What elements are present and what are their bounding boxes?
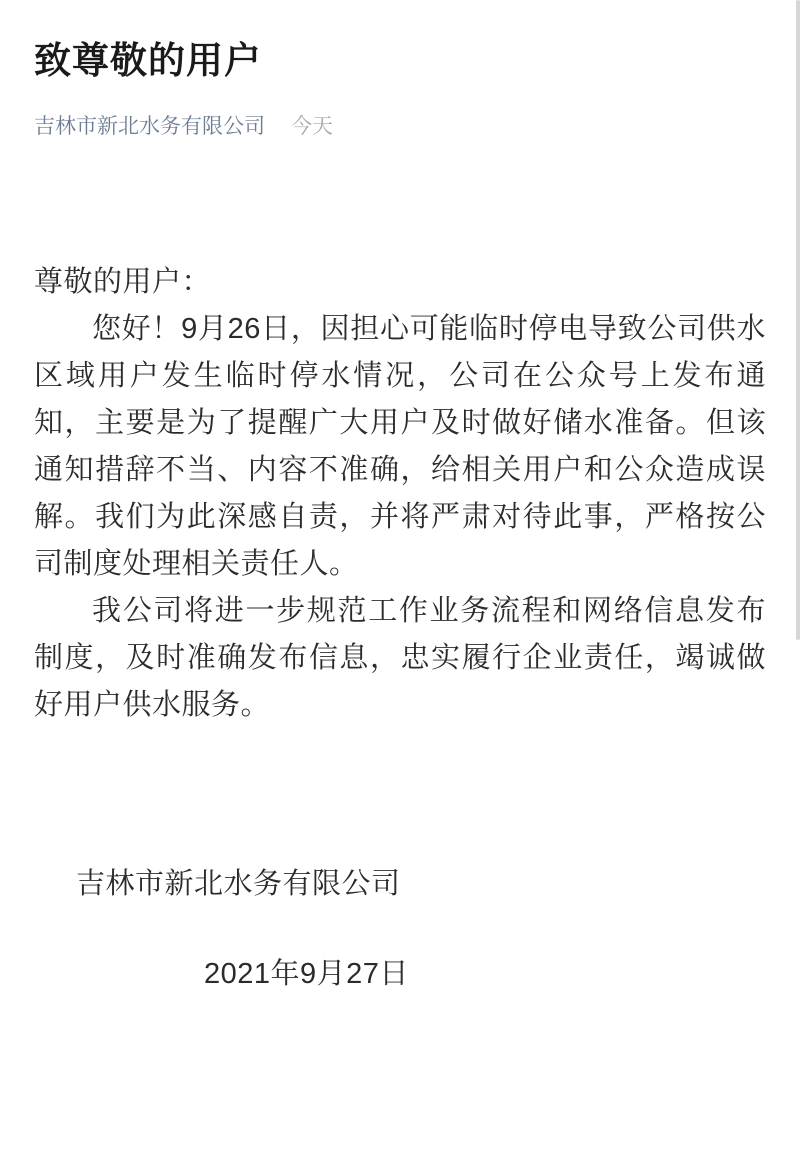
- page-title: 致尊敬的用户: [34, 40, 262, 81]
- body-paragraph-1: 您好！9月26日，因担心可能临时停电导致公司供水区域用户发生临时停水情况，公司在公众号上发布通知，主要是为了提醒广大用户及时做好储水准备。但该通知措辞不当、内容不准确，给相关用户和公众造成误解。我们为此深感自责，并将严肃对待此事，严格按公司制度处理相关责任人。: [34, 313, 766, 581]
- publish-date: 今天: [291, 114, 333, 138]
- signature-block: [34, 861, 766, 998]
- publisher-account-link[interactable]: 吉林市新北水务有限公司: [34, 114, 265, 138]
- scrollbar-track[interactable]: [796, 0, 800, 1172]
- article-body: [34, 259, 766, 729]
- salutation-text: 尊敬的用户：: [34, 266, 212, 299]
- body-paragraph-2: 我公司将进一步规范工作业务流程和网络信息发布制度，及时准确发布信息，忠实履行企业责任，竭诚做好用户供水服务。: [34, 595, 766, 722]
- scrollbar-thumb[interactable]: [796, 0, 800, 640]
- signature-date: 2021年9月27日: [204, 958, 409, 991]
- article-meta: [34, 112, 766, 141]
- signature-company: 吉林市新北水务有限公司: [76, 868, 401, 901]
